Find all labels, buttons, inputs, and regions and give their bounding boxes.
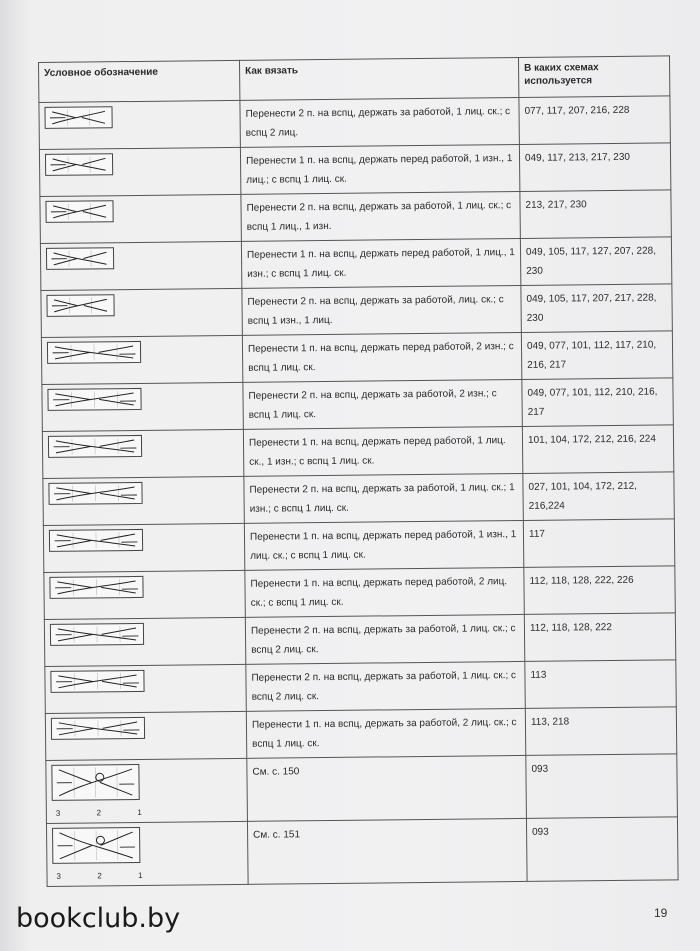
header-symbol: Условное обозначение	[39, 60, 240, 102]
schemes-cell: 049, 077, 101, 112, 117, 210, 216, 217	[521, 331, 672, 380]
schemes-cell: 093	[526, 754, 678, 819]
table-row	[44, 613, 675, 667]
schemes-cell: 113, 218	[525, 707, 676, 756]
table-header-row	[39, 56, 670, 103]
table-row	[43, 519, 674, 573]
schemes-cell: 113	[525, 660, 676, 709]
stitch-number: 3	[56, 871, 62, 881]
table-row	[39, 143, 670, 197]
schemes-cell: 077, 117, 207, 216, 228	[519, 96, 670, 145]
symbol-cell	[40, 241, 241, 290]
table-body	[39, 96, 678, 887]
schemes-cell: 049, 105, 117, 127, 207, 228, 230	[520, 237, 671, 286]
symbol-cell	[42, 429, 243, 478]
table-row	[45, 660, 676, 714]
schemes-cell: 027, 101, 104, 172, 212, 216,224	[523, 472, 674, 521]
schemes-cell: 112, 118, 128, 222	[524, 613, 675, 662]
stitch-numbers	[52, 807, 146, 819]
table-row	[46, 754, 678, 824]
symbol-cell	[44, 617, 245, 666]
schemes-cell: 049, 105, 117, 207, 217, 228, 230	[521, 284, 672, 333]
bobble-cross-icon	[51, 764, 139, 801]
table-row	[39, 96, 670, 150]
stitch-number: 3	[55, 808, 61, 818]
how-cell: Перенести 2 п. на вспц, держать за работой, 1 лиц. ск.; с вспц 2 лиц.	[240, 97, 519, 147]
bobble-cross-reverse-icon	[52, 827, 140, 864]
how-cell: Перенести 1 п. на вспц, держать перед работой, 2 лиц. ск.; с вспц 1 лиц. ск.	[245, 567, 524, 617]
how-cell: Перенести 2 п. на вспц, держать за работой, лиц. ск.; с вспц 1 изн., 1 лиц.	[242, 285, 521, 335]
cable-2-over-1-purl-icon	[47, 388, 141, 411]
schemes-cell: 093	[526, 817, 678, 882]
cable-2-over-1-loop-icon	[50, 670, 144, 693]
cable-1-over-2-icon	[45, 153, 113, 176]
header-schemes: В каких схемах используется	[518, 56, 669, 98]
table-row	[40, 237, 671, 291]
schemes-cell: 213, 217, 230	[520, 190, 671, 239]
table-row	[41, 331, 672, 385]
page-number: 19	[654, 906, 668, 920]
symbol-cell	[39, 147, 240, 196]
symbol-cell	[44, 570, 245, 619]
stitch-number: 2	[97, 871, 102, 881]
how-cell: См. с. 151	[247, 818, 527, 884]
schemes-cell: 049, 117, 213, 217, 230	[519, 143, 670, 192]
cable-2-over-1-icon	[46, 294, 114, 317]
symbol-cell	[46, 758, 248, 823]
symbol-legend-table	[38, 55, 679, 887]
how-cell: Перенести 1 п. на вспц, держать перед работой, 1 лиц. ск., 1 изн.; с вспц 1 лиц. ск.	[243, 426, 522, 476]
table-row	[46, 817, 678, 887]
how-cell: Перенести 2 п. на вспц, держать за работой, 1 лиц. ск.; с вспц 2 лиц. ск.	[246, 661, 525, 711]
how-cell: Перенести 2 п. на вспц, держать за работой, 1 лиц. ск.; с вспц 1 лиц., 1 изн.	[241, 191, 520, 241]
symbol-cell	[43, 523, 244, 572]
table-row	[44, 566, 675, 620]
watermark: bookclub.by	[16, 903, 181, 934]
symbol-cell	[46, 821, 248, 886]
schemes-cell: 101, 104, 172, 212, 216, 224	[522, 425, 673, 474]
cable-1-over-2-icon	[48, 435, 142, 458]
symbol-cell	[41, 335, 242, 384]
stitch-number: 2	[96, 808, 102, 818]
cable-1-over-2-icon	[49, 529, 143, 552]
schemes-cell: 117	[523, 519, 674, 568]
how-cell: Перенести 1 п. на вспц, держать перед работой, 2 изн.; с вспц 1 лиц. ск.	[242, 332, 521, 382]
stitch-number: 1	[137, 807, 142, 818]
cable-2-over-1-icon	[45, 200, 113, 223]
symbol-cell	[45, 664, 246, 713]
table-row	[40, 190, 671, 244]
cable-1-over-2-loop-icon	[51, 717, 145, 740]
how-cell: Перенести 1 п. на вспц, держать перед работой, 1 лиц., 1 изн.; с вспц 1 лиц. ск.	[241, 238, 520, 288]
symbol-cell	[40, 194, 241, 243]
cable-2-over-1-icon	[44, 106, 112, 129]
table-row	[42, 378, 673, 432]
table-row	[45, 707, 676, 761]
cable-2-over-1-twisted-icon	[50, 623, 144, 646]
stitch-number: 1	[138, 870, 143, 880]
how-cell: Перенести 2 п. на вспц, держать за работой, 1 лиц. ск.; 1 изн.; с вспц 1 лиц. ск.	[244, 473, 523, 523]
cable-2-over-1-icon	[48, 482, 142, 505]
symbol-cell	[39, 100, 240, 149]
symbol-cell	[43, 476, 244, 525]
table-row	[42, 425, 673, 479]
cable-1-over-2-purl-icon	[47, 341, 141, 364]
how-cell: Перенести 1 п. на вспц, держать перед работой, 1 изн., 1 лиц.; с вспц 1 лиц. ск.	[240, 144, 519, 194]
how-cell: См. с. 150	[247, 755, 527, 821]
symbol-cell	[41, 288, 242, 337]
how-cell: Перенести 1 п. на вспц, держать перед работой, 1 изн., 1 лиц. ск.; с вспц 1 лиц. ск.	[244, 520, 523, 570]
symbol-cell	[42, 382, 243, 431]
how-cell: Перенести 2 п. на вспц, держать за работой, 1 лиц. ск.; с вспц 2 лиц. ск.	[245, 614, 524, 664]
header-how: Как вязать	[239, 57, 518, 100]
schemes-cell: 112, 118, 128, 222, 226	[524, 566, 675, 615]
cable-1-over-2-icon	[46, 247, 114, 270]
table-row	[43, 472, 674, 526]
how-cell: Перенести 1 п. на вспц, держать за работой, 2 лиц. ск.; с вспц 1 лиц. ск.	[246, 708, 525, 758]
how-cell: Перенести 2 п. на вспц, держать за работой, 2 изн.; с вспц 1 лиц. ск.	[243, 379, 522, 429]
stitch-numbers	[52, 870, 146, 882]
symbol-cell	[45, 711, 246, 760]
schemes-cell: 049, 077, 101, 112, 210, 216, 217	[522, 378, 673, 427]
table-row	[41, 284, 672, 338]
cable-1-over-2-twisted-icon	[49, 576, 143, 599]
